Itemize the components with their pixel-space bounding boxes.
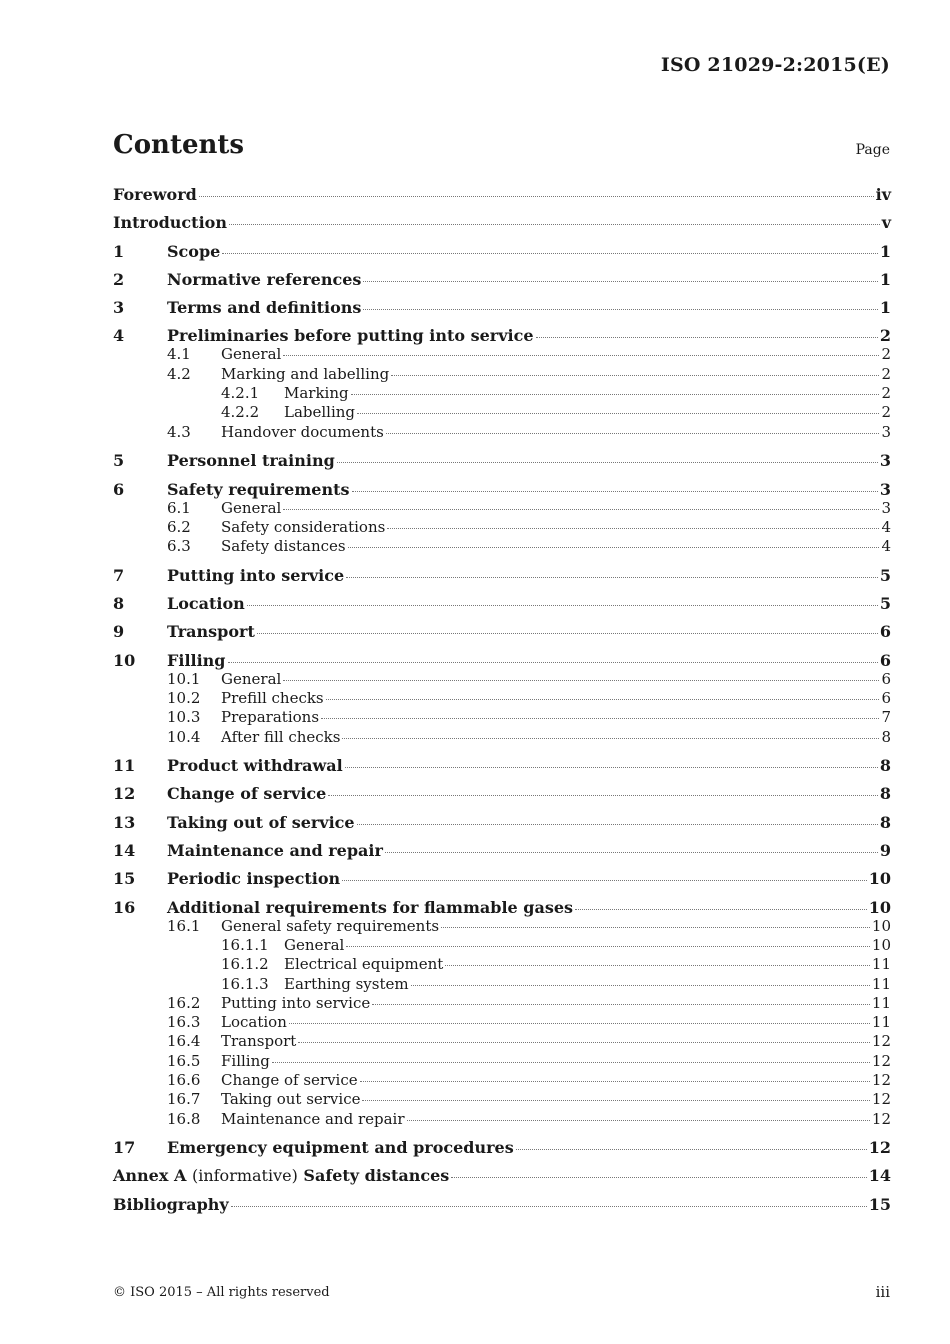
dot-leader <box>247 605 878 606</box>
toc-entry[interactable] <box>113 689 891 708</box>
toc-entry[interactable] <box>113 841 891 860</box>
dot-leader <box>575 909 867 910</box>
toc-entry-page: 11 <box>871 974 891 993</box>
toc-entry[interactable] <box>113 480 891 499</box>
toc-entry-number: 16.1.3 <box>221 974 269 993</box>
dot-leader <box>536 337 878 338</box>
toc-entry-page: 4 <box>881 517 891 536</box>
toc-entry[interactable] <box>113 213 891 232</box>
dot-leader <box>321 718 879 719</box>
toc-entry-number: 16.6 <box>167 1070 201 1089</box>
toc-entry-title: Product withdrawal <box>167 756 343 776</box>
toc-entry[interactable] <box>113 670 891 689</box>
dot-leader <box>228 662 878 663</box>
toc-entry-number: 5 <box>113 451 125 471</box>
toc-entry-title: Safety requirements <box>167 479 350 499</box>
toc-entry[interactable] <box>113 756 891 775</box>
toc-entry[interactable] <box>113 451 891 470</box>
toc-entry-number: 14 <box>113 841 136 861</box>
toc-entry-title: General <box>221 345 282 364</box>
toc-entry-page: 2 <box>879 326 891 346</box>
toc-entry-title: Transport <box>221 1032 297 1051</box>
toc-entry-page: 1 <box>879 241 891 261</box>
dot-leader <box>222 253 878 254</box>
toc-entry[interactable] <box>113 955 891 974</box>
toc-entry-title: After fill checks <box>221 727 341 746</box>
toc-entry-title: Earthing system <box>284 974 409 993</box>
toc-entry[interactable] <box>113 784 891 803</box>
toc-entry[interactable] <box>113 298 891 317</box>
toc-entry-page: 5 <box>879 565 891 585</box>
toc-entry[interactable] <box>113 270 891 289</box>
dot-leader <box>357 824 878 825</box>
dot-leader <box>283 680 879 681</box>
toc-entry-title: Foreword <box>113 185 197 204</box>
toc-entry[interactable] <box>113 1138 891 1157</box>
dot-leader <box>298 1042 870 1043</box>
dot-leader <box>346 577 878 578</box>
toc-entry-number: 16.7 <box>167 1090 201 1109</box>
toc-entry-title: Normative references <box>167 269 362 289</box>
toc-entry-page: 10 <box>868 897 891 917</box>
toc-entry[interactable] <box>113 499 891 518</box>
toc-entry-title: Filling <box>167 650 226 670</box>
toc-entry-title: Taking out service <box>221 1090 361 1109</box>
toc-entry-title: Personnel training <box>167 451 335 471</box>
dot-leader <box>326 699 880 700</box>
toc-entry-page: 5 <box>879 594 891 614</box>
dot-leader <box>283 355 879 356</box>
footer-page-number: iii <box>875 1283 890 1301</box>
toc-entry[interactable] <box>113 898 891 917</box>
toc-entry[interactable] <box>113 917 891 936</box>
toc-entry-title: Periodic inspection <box>167 869 341 889</box>
toc-entry-title: Transport <box>167 622 255 642</box>
toc-entry-number: 16.4 <box>167 1032 201 1051</box>
toc-entry-title: Scope <box>167 241 221 261</box>
toc-entry-title: Handover documents <box>221 422 384 441</box>
toc-entry[interactable] <box>113 1166 891 1185</box>
dot-leader <box>283 509 879 510</box>
toc-entry-number: 16.1.2 <box>221 955 269 974</box>
toc-entry-number: 6.3 <box>167 537 191 556</box>
toc-entry-title: Maintenance and repair <box>221 1109 405 1128</box>
toc-entry-title: Marking and labelling <box>221 364 390 383</box>
toc-entry-number: 1 <box>113 241 125 261</box>
toc-entry-number: 15 <box>113 869 136 889</box>
table-of-contents <box>113 185 891 1214</box>
toc-entry-number: 10.4 <box>167 727 201 746</box>
toc-entry[interactable] <box>113 403 891 422</box>
toc-entry-number: 8 <box>113 594 125 614</box>
toc-entry[interactable] <box>113 326 891 345</box>
toc-entry-number: 4 <box>113 326 125 346</box>
toc-entry[interactable] <box>113 1071 891 1090</box>
toc-entry[interactable] <box>113 345 891 364</box>
toc-entry-number: 6 <box>113 479 125 499</box>
toc-entry-page: v <box>881 213 891 233</box>
toc-entry-page: 3 <box>881 422 891 441</box>
dot-leader <box>407 1120 870 1121</box>
toc-entry-page: 11 <box>871 993 891 1012</box>
toc-entry[interactable] <box>113 518 891 537</box>
dot-leader <box>231 1206 867 1207</box>
toc-entry-page: 12 <box>871 1051 891 1070</box>
toc-entry-number: 10.3 <box>167 708 201 727</box>
footer-copyright: © ISO 2015 – All rights reserved <box>113 1285 330 1300</box>
toc-entry-page: 6 <box>879 622 891 642</box>
contents-title: Contents <box>113 130 245 160</box>
dot-leader <box>391 375 879 376</box>
toc-entry-page: 11 <box>871 955 891 974</box>
toc-entry-number: 11 <box>113 756 136 776</box>
toc-entry-number: 16.2 <box>167 993 201 1012</box>
toc-entry-title: General <box>221 498 282 517</box>
toc-entry-title: Maintenance and repair <box>167 841 383 861</box>
toc-entry-title: Change of service <box>221 1070 358 1089</box>
toc-entry[interactable] <box>113 242 891 261</box>
toc-entry-title: Labelling <box>284 403 356 422</box>
toc-entry-title: Emergency equipment and procedures <box>167 1138 514 1158</box>
toc-entry[interactable] <box>113 936 891 955</box>
toc-entry-page: 10 <box>871 916 891 935</box>
toc-entry-number: 16.5 <box>167 1051 201 1070</box>
dot-leader <box>411 985 870 986</box>
dot-leader <box>351 394 880 395</box>
toc-entry-page: 2 <box>881 364 891 383</box>
toc-entry-number: 16.3 <box>167 1013 201 1032</box>
toc-entry-number: 16.1 <box>167 916 201 935</box>
toc-entry-title: Preliminaries before putting into service <box>167 326 534 346</box>
dot-leader <box>372 1004 870 1005</box>
toc-entry[interactable] <box>113 1013 891 1032</box>
toc-entry-page: 10 <box>868 869 891 889</box>
toc-entry[interactable] <box>113 813 891 832</box>
toc-entry-number: 4.3 <box>167 422 191 441</box>
dot-leader <box>289 1023 870 1024</box>
toc-entry-number: 10 <box>113 650 136 670</box>
dot-leader <box>386 433 880 434</box>
toc-entry[interactable] <box>113 622 891 641</box>
dot-leader <box>451 1177 866 1178</box>
toc-entry-page: 8 <box>879 756 891 776</box>
dot-leader <box>346 946 870 947</box>
toc-entry[interactable] <box>113 869 891 888</box>
dot-leader <box>229 224 880 225</box>
toc-entry-number: 16.1.1 <box>221 935 269 954</box>
toc-entry[interactable] <box>113 185 891 204</box>
toc-entry-page: 1 <box>879 298 891 318</box>
toc-entry[interactable] <box>113 594 891 613</box>
dot-leader <box>357 413 879 414</box>
toc-entry-number: 3 <box>113 298 125 318</box>
document-id: ISO 21029-2:2015(E) <box>660 54 890 76</box>
toc-entry-title: Location <box>167 594 245 614</box>
toc-entry-title: Introduction <box>113 213 227 233</box>
dot-leader <box>337 462 878 463</box>
toc-entry-title: Safety considerations <box>221 517 386 536</box>
toc-entry-number: 9 <box>113 622 125 642</box>
toc-entry[interactable] <box>113 994 891 1013</box>
toc-entry-title: Marking <box>284 384 349 403</box>
toc-entry-page: 2 <box>881 345 891 364</box>
page-column-label: Page <box>855 142 890 158</box>
toc-entry-page: 12 <box>871 1109 891 1128</box>
dot-leader <box>272 1062 870 1063</box>
toc-entry[interactable] <box>113 708 891 727</box>
toc-entry-title: Electrical equipment <box>284 955 444 974</box>
toc-entry[interactable] <box>113 728 891 747</box>
toc-entry-page: 12 <box>871 1032 891 1051</box>
toc-entry-page: 10 <box>871 935 891 954</box>
toc-entry-number: 4.2 <box>167 364 191 383</box>
dot-leader <box>385 852 878 853</box>
toc-entry-number: 4.2.1 <box>221 384 260 403</box>
dot-leader <box>445 965 870 966</box>
toc-entry[interactable] <box>113 1195 891 1214</box>
dot-leader <box>342 738 879 739</box>
toc-entry[interactable] <box>113 1090 891 1109</box>
toc-entry-number: 7 <box>113 565 125 585</box>
toc-entry[interactable] <box>113 1052 891 1071</box>
toc-entry-page: 3 <box>879 451 891 471</box>
toc-entry[interactable] <box>113 365 891 384</box>
toc-entry-number: 4.1 <box>167 345 191 364</box>
toc-entry-page: 9 <box>879 841 891 861</box>
dot-leader <box>516 1149 867 1150</box>
toc-entry-page: 8 <box>879 812 891 832</box>
toc-entry-page: 2 <box>881 384 891 403</box>
toc-entry-title: Safety distances <box>221 537 346 556</box>
toc-entry-title: Filling <box>221 1051 270 1070</box>
toc-entry-number: 16.8 <box>167 1109 201 1128</box>
dot-leader <box>199 196 874 197</box>
toc-entry-page: 11 <box>871 1013 891 1032</box>
toc-entry-page: 12 <box>871 1070 891 1089</box>
dot-leader <box>360 1081 870 1082</box>
toc-entry-page: iv <box>875 185 891 204</box>
dot-leader <box>328 795 878 796</box>
dot-leader <box>352 491 878 492</box>
toc-entry-title: Prefill checks <box>221 688 324 707</box>
toc-entry[interactable] <box>113 566 891 585</box>
toc-entry-title: Taking out of service <box>167 812 355 832</box>
toc-entry-title: General <box>221 669 282 688</box>
toc-entry-page: 6 <box>881 688 891 707</box>
toc-entry-number: 6.1 <box>167 498 191 517</box>
dot-leader <box>363 281 877 282</box>
dot-leader <box>345 767 878 768</box>
toc-entry-number: 6.2 <box>167 517 191 536</box>
dot-leader <box>362 1100 869 1101</box>
toc-entry-number: 4.2.2 <box>221 403 260 422</box>
toc-entry-title: Putting into service <box>221 993 371 1012</box>
toc-entry-page: 3 <box>881 498 891 517</box>
dot-leader <box>342 880 867 881</box>
toc-entry-number: 17 <box>113 1138 136 1158</box>
toc-entry-page: 6 <box>879 650 891 670</box>
toc-entry-page: 12 <box>868 1138 891 1158</box>
toc-entry-title: Change of service <box>167 784 327 804</box>
toc-entry-page: 15 <box>868 1194 891 1214</box>
dot-leader <box>387 528 879 529</box>
dot-leader <box>363 309 877 310</box>
dot-leader <box>257 633 878 634</box>
toc-entry-page: 3 <box>879 479 891 499</box>
toc-entry-number: 10.1 <box>167 669 201 688</box>
toc-entry-page: 7 <box>881 708 891 727</box>
toc-entry-page: 8 <box>879 784 891 804</box>
toc-entry-number: 10.2 <box>167 688 201 707</box>
toc-entry-title: General <box>284 935 345 954</box>
toc-entry[interactable] <box>113 975 891 994</box>
toc-entry-title: Putting into service <box>167 565 345 585</box>
toc-entry-number: 13 <box>113 812 136 832</box>
toc-entry-page: 1 <box>879 269 891 289</box>
dot-leader <box>348 547 880 548</box>
toc-entry-title: Annex A (informative) Safety distances <box>113 1166 450 1186</box>
toc-entry-page: 12 <box>871 1090 891 1109</box>
toc-entry-page: 6 <box>881 669 891 688</box>
toc-entry-title: Preparations <box>221 708 320 727</box>
toc-entry-number: 2 <box>113 269 125 289</box>
toc-entry-title: Bibliography <box>113 1194 229 1214</box>
toc-entry-number: 16 <box>113 897 136 917</box>
toc-entry[interactable] <box>113 423 891 442</box>
toc-entry-number: 12 <box>113 784 136 804</box>
toc-entry[interactable] <box>113 1110 891 1129</box>
toc-entry[interactable] <box>113 1032 891 1051</box>
toc-entry-page: 2 <box>881 403 891 422</box>
toc-entry-title: Terms and definitions <box>167 298 362 318</box>
toc-entry-title: General safety requirements <box>221 916 440 935</box>
toc-entry-page: 14 <box>868 1166 891 1186</box>
toc-entry[interactable] <box>113 384 891 403</box>
dot-leader <box>441 927 870 928</box>
toc-entry[interactable] <box>113 537 891 556</box>
toc-entry[interactable] <box>113 651 891 670</box>
toc-entry-page: 4 <box>881 537 891 556</box>
toc-entry-title: Additional requirements for flammable gases <box>167 897 574 917</box>
toc-entry-title: Location <box>221 1013 287 1032</box>
toc-entry-page: 8 <box>881 727 891 746</box>
